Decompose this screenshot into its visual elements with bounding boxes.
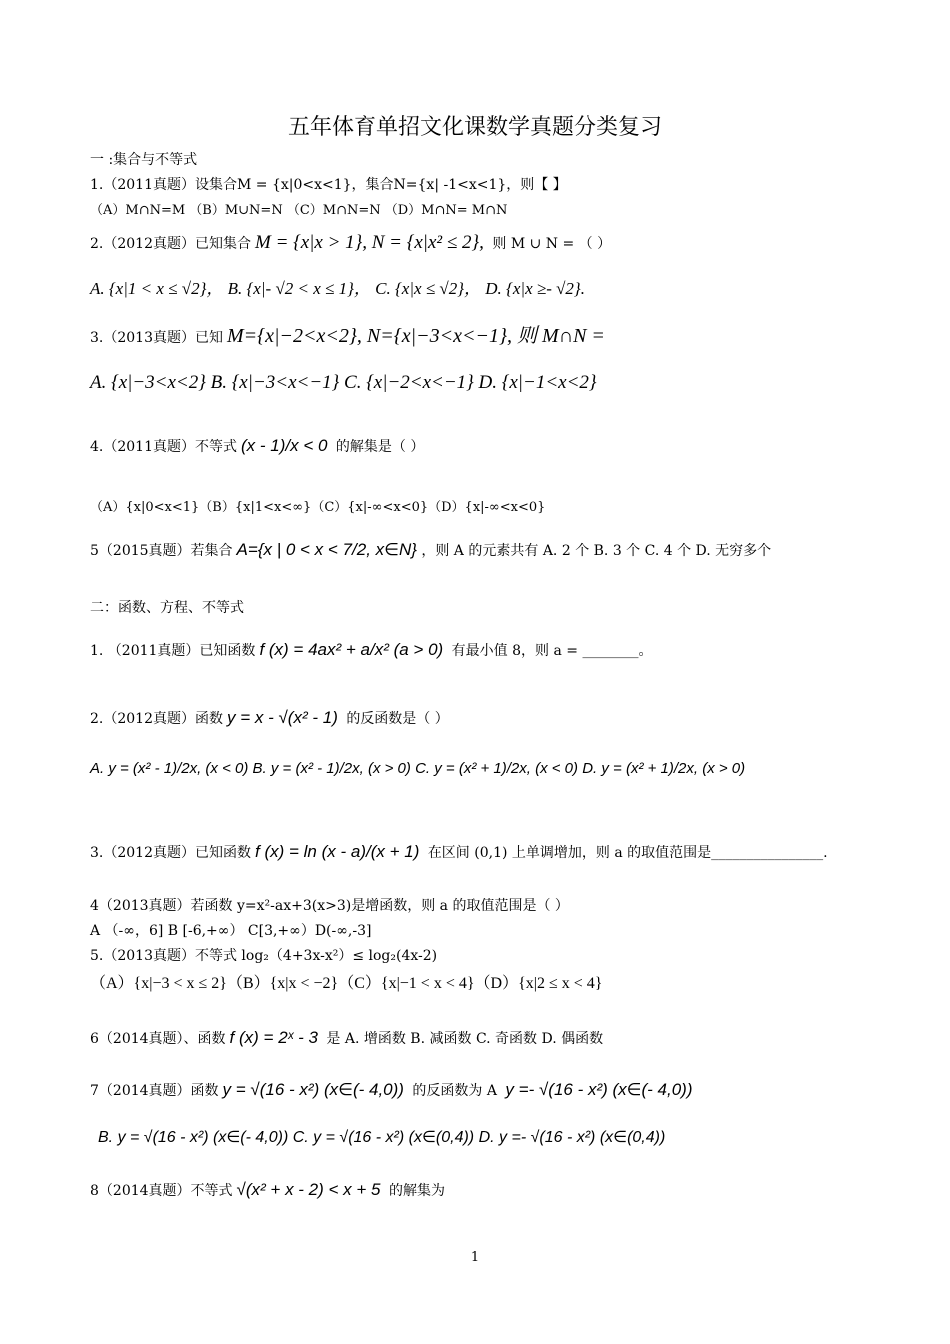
- s1-q3-options-formula: A. {x|−3<x<2} B. {x|−3<x<−1} C. {x|−2<x<−1} D. {x|−1<x<2}: [90, 372, 597, 393]
- s1-q3-formula: M={x|−2<x<2}, N={x|−3<x<−1}, 则 M∩N =: [227, 325, 605, 347]
- s2-q2-options-formula: A. y = (x² - 1)/2x, (x < 0) B. y = (x² - 1)/2x, (x > 0) C. y = (x² + 1)/2x, (x < 0) D. y = (x² + 1)/2x, (x > 0): [90, 760, 746, 777]
- s2-q8: [90, 1180, 445, 1200]
- s1-q2-suffix: 则 M ∪ N = （ ）: [492, 236, 612, 252]
- s2-q3-formula: f (x) = ln (x - a)/(x + 1): [255, 842, 420, 861]
- section-heading-functions: 二：函数、方程、不等式: [90, 600, 244, 616]
- s2-q1-prefix: 1. （2011真题）已知函数: [90, 643, 256, 659]
- s1-q2-prefix: 2.（2012真题）已知集合: [90, 236, 251, 252]
- s1-q4: [90, 436, 424, 456]
- s2-q7-options-formula: B. y = √(16 - x²) (x∈(- 4,0)) C. y = √(16 - x²) (x∈(0,4)) D. y =- √(16 - x²) (x∈(0,4)): [98, 1129, 666, 1146]
- s2-q3-suffix: 在区间 (0,1) 上单调增加，则 a 的取值范围是________________.: [427, 845, 828, 861]
- s2-q7-options: [98, 1128, 665, 1147]
- s2-q8-prefix: 8（2014真题）不等式: [90, 1183, 233, 1199]
- s2-q4: 4（2013真题）若函数 y=x²-ax+3(x>3)是增函数，则 a 的取值范围是（ ）: [90, 898, 569, 914]
- s2-q6-suffix: 是 A. 增函数 B. 减函数 C. 奇函数 D. 偶函数: [326, 1031, 604, 1047]
- page-number: 1: [470, 1250, 480, 1265]
- s2-q1-formula: f (x) = 4ax² + a/x² (a > 0): [259, 640, 444, 659]
- s2-q7: [90, 1080, 692, 1100]
- s1-q2-options-formula: A. {x|1 < x ≤ √2}， B. {x|- √2 < x ≤ 1}， C. {x|x ≤ √2}， D. {x|x ≥- √2}.: [90, 279, 585, 298]
- s2-q2: [90, 708, 449, 728]
- s2-q2-formula: y = x - √(x² - 1): [227, 708, 338, 727]
- s2-q7-formula: y = √(16 - x²) (x∈(- 4,0)): [222, 1080, 404, 1099]
- s1-q5: [90, 540, 771, 560]
- s2-q5-options-formula: （A）{x|−3 < x ≤ 2}（B）{x|x < −2}（C）{x|−1 < x < 4}（D）{x|2 ≤ x < 4}: [90, 975, 603, 992]
- s1-q1: 1.（2011真题）设集合M = {x|0<x<1}，集合N={x| -1<x<1}，则【 】: [90, 177, 567, 193]
- s1-q4-options: （A）{x|0<x<1}（B）{x|1<x<∞}（C）{x|-∞<x<0}（D）{x|-∞<x<0}: [90, 500, 546, 515]
- s2-q1-suffix: 有最小值 8，则 a = ________。: [451, 643, 653, 659]
- s2-q4-options: A （-∞，6] B [-6,+∞） C[3,+∞）D(-∞,-3]: [90, 923, 372, 939]
- s2-q6-formula: f (x) = 2ˣ - 3: [229, 1028, 318, 1047]
- s1-q3-options: [90, 372, 597, 395]
- s2-q5: 5.（2013真题）不等式 log₂（4+3x-x²）≤ log₂(4x-2): [90, 948, 438, 964]
- s1-q5-prefix: 5（2015真题）若集合: [90, 543, 233, 559]
- s1-q5-suffix: ，则 A 的元素共有 A. 2 个 B. 3 个 C. 4 个 D. 无穷多个: [421, 543, 772, 559]
- s1-q3: [90, 324, 605, 348]
- s1-q4-suffix: 的解集是（ ）: [335, 439, 425, 455]
- s2-q3-prefix: 3.（2012真题）已知函数: [90, 845, 251, 861]
- s2-q6: [90, 1028, 603, 1048]
- s2-q3: [90, 842, 828, 862]
- s1-q5-formula: A={x | 0 < x < 7/2, x∈N}: [236, 540, 417, 559]
- s2-q8-formula: √(x² + x - 2) < x + 5: [236, 1180, 381, 1199]
- s2-q1: [90, 640, 652, 660]
- s2-q2-prefix: 2.（2012真题）函数: [90, 711, 223, 727]
- s2-q7-prefix: 7（2014真题）函数: [90, 1083, 219, 1099]
- s2-q2-suffix: 的反函数是（ ）: [346, 711, 449, 727]
- section-heading-sets: 一 :集合与不等式: [90, 152, 198, 168]
- s2-q7-option-a: y =- √(16 - x²) (x∈(- 4,0)): [505, 1080, 693, 1099]
- s1-q1-options: （A）M∩N=M （B）M∪N=N （C）M∩N=N （D）M∩N= M∩N: [90, 203, 508, 218]
- page-title: 五年体育单招文化课数学真题分类复习: [287, 115, 662, 140]
- s1-q4-prefix: 4.（2011真题）不等式: [90, 439, 237, 455]
- s1-q2-options: [90, 279, 585, 299]
- s1-q3-prefix: 3.（2013真题）已知: [90, 330, 223, 346]
- s1-q2: [90, 232, 611, 255]
- s1-q2-formula: M = {x|x > 1}, N = {x|x² ≤ 2},: [255, 232, 484, 253]
- s2-q6-prefix: 6（2014真题）、函数: [90, 1031, 226, 1047]
- s2-q5-options: [90, 974, 602, 993]
- s1-q4-formula: (x - 1)/x < 0: [241, 436, 328, 455]
- s2-q2-options: [90, 760, 745, 778]
- s2-q7-suffix: 的反函数为 A: [412, 1083, 497, 1099]
- s2-q8-suffix: 的解集为: [388, 1183, 445, 1199]
